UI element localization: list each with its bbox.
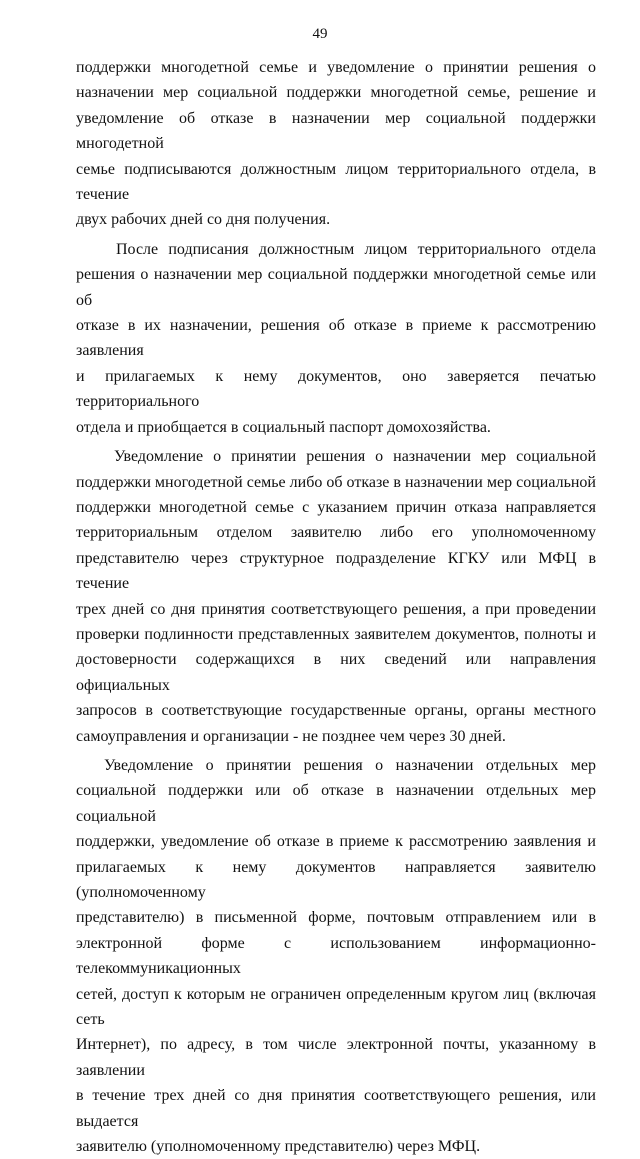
text-line: прилагаемых к нему документов направляется заявителю (уполномоченному bbox=[76, 858, 596, 901]
text-line: сетей, доступ к которым не ограничен определенным кругом лиц (включая сеть bbox=[76, 985, 596, 1029]
paragraph-1 bbox=[76, 55, 596, 233]
text-line: трех дней со дня принятия соответствующего решения, а при проведении bbox=[76, 600, 596, 618]
paragraph-2 bbox=[76, 237, 596, 440]
text-line: уведомление об отказе в назначении мер социальной поддержки многодетной bbox=[76, 109, 596, 153]
text-line: Уведомление о принятии решения о назначении мер социальной bbox=[114, 448, 596, 466]
text-line: представителю) в письменной форме, почтовым отправлением или в bbox=[76, 909, 596, 927]
text-line: проверки подлинности представленных заявителем документов, полноты и bbox=[76, 625, 596, 643]
text-line: назначении мер социальной поддержки многодетной семье, решение и bbox=[76, 84, 596, 102]
text-line: Уведомление о принятии решения о назначении отдельных мер bbox=[104, 756, 596, 774]
text-line: решения о назначении мер социальной поддержки многодетной семье или об bbox=[76, 266, 596, 309]
text-line: отказе в их назначении, решения об отказе в приеме к рассмотрению заявления bbox=[76, 317, 596, 360]
text-line: поддержки многодетной семье с указанием причин отказа направляется bbox=[76, 498, 596, 516]
text-line: поддержки многодетной семье либо об отказе в назначении мер социальной bbox=[76, 473, 596, 491]
text-line: После подписания должностным лицом территориального отдела bbox=[116, 240, 596, 258]
text-line: семье подписываются должностным лицом территориального отдела, в течение bbox=[76, 160, 596, 204]
text-line: электронной форме с использованием информационно-телекоммуникационных bbox=[76, 934, 596, 978]
text-line: поддержки многодетной семье и уведомление о принятии решения о bbox=[76, 59, 596, 76]
text-line: заявителю (уполномоченному представителю) через МФЦ. bbox=[76, 1138, 481, 1156]
text-line: запросов в соответствующие государственные органы, органы местного bbox=[76, 702, 596, 720]
text-line: самоуправления и организации - не позднее чем через 30 дней. bbox=[76, 727, 506, 745]
document-body bbox=[76, 55, 596, 1159]
paragraph-4 bbox=[76, 753, 596, 1159]
text-line: достоверности содержащихся в них сведений или направления официальных bbox=[76, 651, 596, 694]
text-line: Интернет), по адресу, в том числе электронной почты, указанному в заявлении bbox=[76, 1036, 596, 1079]
text-line: в течение трех дней со дня принятия соответствующего решения, или выдается bbox=[76, 1087, 596, 1130]
text-line: отдела и приобщается в социальный паспорт домохозяйства. bbox=[76, 418, 491, 436]
text-line: и прилагаемых к нему документов, оно заверяется печатью территориального bbox=[76, 367, 596, 411]
text-line: двух рабочих дней со дня получения. bbox=[76, 211, 331, 229]
paragraph-3 bbox=[76, 444, 596, 749]
text-line: представителю через структурное подразделение КГКУ или МФЦ в течение bbox=[76, 549, 596, 593]
text-line: социальной поддержки или об отказе в назначении отдельных мер социальной bbox=[76, 782, 596, 825]
text-line: поддержки, уведомление об отказе в приеме к рассмотрению заявления и bbox=[76, 833, 596, 851]
text-line: территориальным отделом заявителю либо его уполномоченному bbox=[76, 524, 596, 542]
page-number: 49 bbox=[312, 26, 328, 42]
